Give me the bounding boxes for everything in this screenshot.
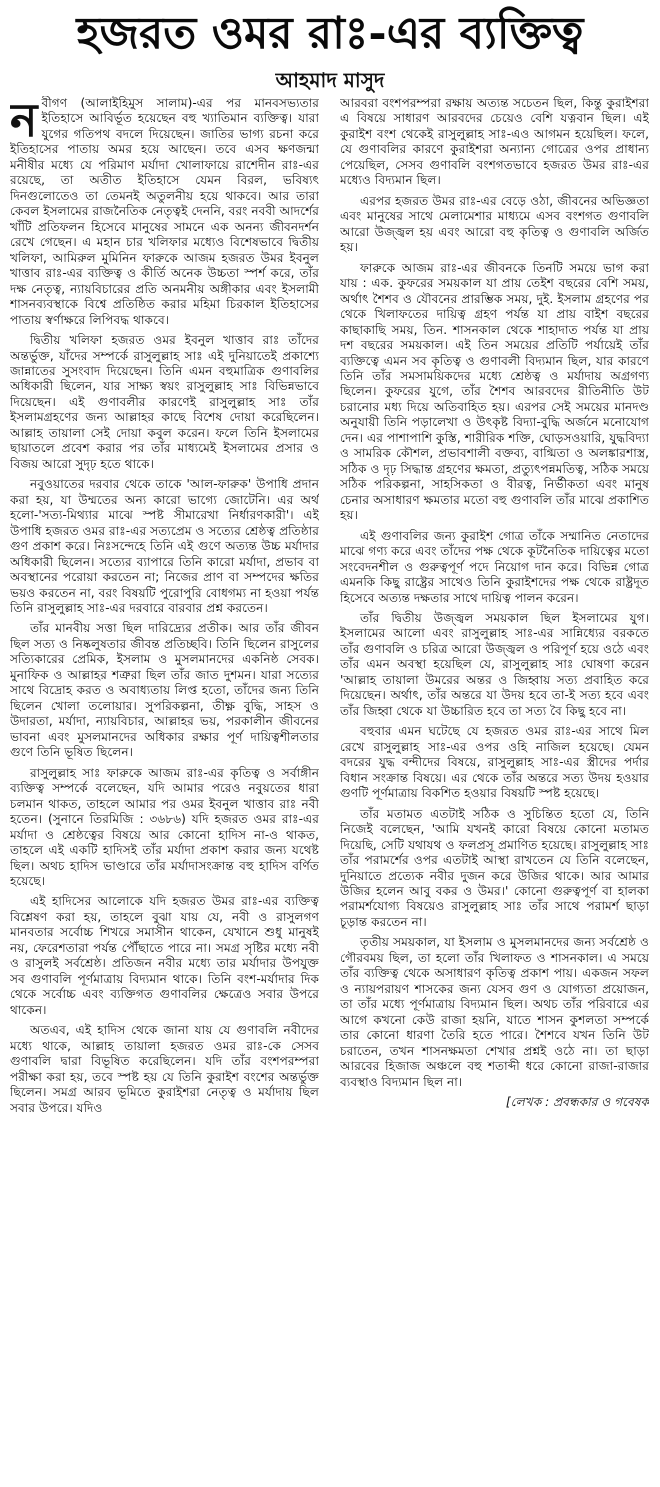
left-column <box>10 96 319 1481</box>
paragraph: ফারুকে আজম রাঃ-এর জীবনকে তিনটি সময়ে ভাগ করা যায় : এক. কুফরের সময়কাল যা প্রায় তেইশ বছরের বেশি সময়, অর্থাৎ শৈশব ও যৌবনের প্রারম্ভিক সময়, দুই. ইসলাম গ্রহণের পর থেকে খিলাফতের দায়িত্ব গ্রহণ পর্যন্ত যা প্রায় বাইশ বছরের কাছাকাছি সময়, তিন. শাসনকাল থেকে শাহাদাত পর্যন্ত যা প্রায় দশ বছরের সময়কাল। এই তিন সময়ের প্রতিটি পর্যায়েই তাঁর ব্যক্তিত্বে এমন সব কৃতিত্ব ও গুণাবলী বিদ্যমান ছিল, যার কারণে তিনি তাঁর সমসাময়িকদের মধ্যে শ্রেষ্ঠত্ব ও মর্যাদায় অগ্রগণ্য ছিলেন। কুফরের যুগে, তাঁর শৈশব আরবদের রীতিনীতি উট চরানোর মধ্য দিয়ে অতিবাহিত হয়। এরপর সেই সময়ের মানদণ্ড অনুযায়ী তিনি পড়ালেখা ও উৎকৃষ্ট বিদ্যা-বুদ্ধি অর্জনে মনোযোগ দেন। এর পাশাপাশি কুস্তি, শারীরিক শক্তি, ঘোড়সওয়ারি, যুদ্ধবিদ্যা ও সামরিক কৌশল, প্রভাবশালী বক্তব্য, বাগ্মিতা ও অলঙ্কারশাস্ত্র, সঠিক ও দৃঢ় সিদ্ধান্ত গ্রহণের ক্ষমতা, প্রত্যুৎপন্নমতিত্ব, সঠিক সময়ে সঠিক পরিকল্পনা, সাহসিকতা ও বীরত্ব, নির্ভীকতা এবং মানুষ চেনার অসাধারণ ক্ষমতার মতো বহু গুণাবলি তাঁর মাঝে প্রকাশিত হয়। <box>340 260 649 523</box>
paragraph: তাঁর মানবীয় সত্তা ছিল দারিদ্র্যের প্রতীক। আর তাঁর জীবন ছিল সত্য ও নিষ্কলুষতার জীবন্ত প্রতিচ্ছবি। তিনি ছিলেন রাসুলের সত্যিকারের প্রেমিক, ইসলাম ও মুসলমানদের একনিষ্ঠ সেবক। মুনাফিক ও আল্লাহর শত্রুরা ছিল তাঁর জাত দুশমন। যারা সত্যের সাথে বিদ্রোহ করত ও অবাধ্যতায় লিপ্ত হতো, তাঁদের জন্য তিনি ছিলেন খোলা তলোয়ার। সুপরিকল্পনা, তীক্ষ্ণ বুদ্ধি, সাহস ও উদারতা, মর্যাদা, ন্যায়বিচার, আল্লাহর ভয়, পরকালীন জীবনের ভাবনা এবং মুসলমানদের অধিকার রক্ষার পূর্ণ দায়িত্বশীলতার গুণে তিনি ভূষিত ছিলেন। <box>10 621 319 760</box>
paragraph: নবুওয়াতের দরবার থেকে তাকে 'আল-ফারুক' উপাধি প্রদান করা হয়, যা উম্মতের অন্য কারো ভাগ্যে জোটেনি। এর অর্থ হলো-'সত্য-মিথ্যার মাঝে স্পষ্ট সীমারেখা নির্ধারণকারী'। এই উপাধি হজরত ওমর রাঃ-এর সত্যপ্রেম ও সত্যের শ্রেষ্ঠত্ব প্রতিষ্ঠার গুণ প্রকাশ করে। নিঃসন্দেহে তিনি এই গুণে অত্যন্ত উচ্চ মর্যাদার অধিকারী ছিলেন। সত্যের ব্যাপারে তিনি কারো মর্যাদা, প্রভাব বা অবস্থানের পরোয়া করতেন না; নিজের প্রাণ বা সম্পদের ক্ষতির ভয়ও করতেন না, বরং বিষয়টি পুরোপুরি বোধগম্য না হওয়া পর্যন্ত তিনি রাসুলুল্লাহ সাঃ-এর দরবারে বারবার প্রশ্ন করতেন। <box>10 477 319 615</box>
paragraph: তাঁর মতামত এতটাই সঠিক ও সুচিন্তিত হতো যে, তিনি নিজেই বলেছেন, 'আমি যখনই কারো বিষয়ে কোনো মতামত দিয়েছি, সেটি যথাযথ ও ফলপ্রসূ প্রমাণিত হয়েছে। রাসুলুল্লাহ সাঃ তাঁর পরামর্শের ওপর এতটাই আস্থা রাখতেন যে তিনি বলেছেন, দুনিয়াতে প্রত্যেক নবীর দুজন করে উজির থাকে। আর আমার উজির হলেন আবু বকর ও উমর।' কোনো গুরুত্বপূর্ণ বা হালকা পরামর্শযোগ্য বিষয়েও রাসুলুল্লাহ সাঃ তাঁর সাথে পরামর্শ ছাড়া চূড়ান্ত করতেন না। <box>340 806 649 929</box>
paragraph: এই হাদিসের আলোকে যদি হজরত উমর রাঃ-এর ব্যক্তিত্ব বিশ্লেষণ করা হয়, তাহলে বুঝা যায় যে, নবী ও রাসুলগণ মানবতার সর্বোচ্চ শিখরে সমাসীন থাকেন, যেখানে শুধু মানুষই নয়, ফেরেশতারা পর্যন্ত পৌঁছাতে পারে না। সমগ্র সৃষ্টির মধ্যে নবী ও রাসুলই সর্বশ্রেষ্ঠ। প্রতিজন নবীর মধ্যে তার মর্যাদার উপযুক্ত সব গুণাবলি পূর্ণমাত্রায় বিদ্যমান থাকে। তিনি বংশ-মর্যাদার দিক থেকে সর্বোচ্চ এবং ব্যক্তিগত গুণাবলির ক্ষেত্রেও সবার উপরে থাকেন। <box>10 894 319 1017</box>
drop-cap: ন <box>10 96 38 147</box>
author-credit: [লেখক : প্রবন্ধকার ও গবেষক <box>505 1095 649 1110</box>
paragraph: আরবরা বংশপরম্পরা রক্ষায় অত্যন্ত সচেতন ছিল, কিন্তু কুরাইশরা এ বিষয়ে সাধারণ আরবদের চেয়েও বেশি যত্নবান ছিল। এই কুরাইশ বংশ থেকেই রাসুলুল্লাহ সাঃ-এও আগমন হয়েছিল। ফলে, যে গুণাবলির কারণে কুরাইশরা অন্যান্য গোত্রের ওপর প্রাধান্য পেয়েছিল, সেসব গুণাবলি বংশগতভাবে হজরত উমর রাঃ-এর মধ্যেও বিদ্যমান ছিল। <box>340 96 649 188</box>
right-column <box>340 96 649 1481</box>
article-title: হজরত ওমর রাঃ-এর ব্যক্তিত্ব <box>76 8 584 59</box>
paragraph: তাঁর দ্বিতীয় উজ্জ্বল সময়কাল ছিল ইসলামের যুগ। ইসলামের আলো এবং রাসুলুল্লাহ সাঃ-এর সান্নিধ্যের বরকতে তাঁর গুণাবলি ও চরিত্র আরো উজ্জ্বল ও পরিপূর্ণ হয়ে ওঠে এবং তাঁর এমন অবস্থা হয়েছিল যে, রাসুলুল্লাহ সাঃ ঘোষণা করেন 'আল্লাহ তায়ালা উমরের অন্তর ও জিহ্বায় সত্য প্রবাহিত করে দিয়েছেন। অর্থাৎ, তাঁর অন্তরে যা উদয় হবে তা-ই সত্য হবে এবং তাঁর জিহ্বা থেকে যা উচ্চারিত হবে তা সত্য বৈ কিছু হবে না। <box>340 611 649 718</box>
paragraph: এই গুণাবলির জন্য কুরাইশ গোত্র তাঁকে সম্মানিত নেতাদের মাঝে গণ্য করে এবং তাঁদের পক্ষ থেকে কূটনৈতিক দায়িত্বের মতো সংবেদনশীল ও গুরুত্বপূর্ণ পদে নিয়োগ দান করে। বিভিন্ন গোত্র এমনকি কিছু রাষ্ট্রের সাথেও তিনি কুরাইশদের পক্ষ থেকে রাষ্ট্রদূত হিসেবে অত্যন্ত দক্ষতার সাথে দায়িত্ব পালন করেন। <box>340 528 649 605</box>
paragraph <box>10 96 319 328</box>
paragraph: তৃতীয় সময়কাল, যা ইসলাম ও মুসলমানদের জন্য সর্বশ্রেষ্ঠ ও গৌরবময় ছিল, তা হলো তাঁর খিলাফত ও শাসনকাল। এ সময়ে তাঁর ব্যক্তিত্ব থেকে অসাধারণ কৃতিত্ব প্রকাশ পায়। একজন সফল ও ন্যায়পরায়ণ শাসকের জন্য যেসব গুণ ও যোগ্যতা প্রয়োজন, তা তাঁর মধ্যে পূর্ণমাত্রায় বিদ্যমান ছিল। অথচ তাঁর পরিবারে এর আগে কখনো কেউ রাজা হয়নি, যাতে শাসন কুশলতা সম্পর্কে তার কোনো ধারণা তৈরি হতে পারে। শৈশবে যখন তিনি উট চরাতেন, তখন শাসনক্ষমতা শেখার প্রশ্নই ওঠে না। তা ছাড়া আরবের হিজাজ অঞ্চলে বহু শতাব্দী ধরে কোনো রাজা-রাজার ব্যবস্থাও বিদ্যমান ছিল না। <box>340 935 649 1089</box>
paragraph: রাসুলুল্লাহ সাঃ ফারুকে আজম রাঃ-এর কৃতিত্ব ও সর্বাঙ্গীন ব্যক্তিত্ব সম্পর্কে বলেছেন, যদি আমার পরেও নবুয়তের ধারা চলমান থাকত, তাহলে আমার পর ওমর ইবনুল খাত্তাব রাঃ নবী হতেন। (সুনানে তিরমিজি : ৩৬৮৬) যদি হজরত ওমর রাঃ-এর মর্যাদা ও শ্রেষ্ঠত্বের বিষয়ে আর কোনো হাদিস না-ও থাকত, তাহলে এই একটি হাদিসই তাঁর মর্যাদা প্রকাশ করার জন্য যথেষ্ট ছিল। অথচ হাদিস ভাণ্ডারে তাঁর মর্যাদাসংক্রান্ত বহু হাদিস বর্ণিত হয়েছে। <box>10 765 319 888</box>
paragraph: বহুবার এমন ঘটেছে যে হজরত ওমর রাঃ-এর সাথে মিল রেখে রাসুলুল্লাহ সাঃ-এর ওপর ওহি নাজিল হয়েছে। যেমন বদরের যুদ্ধ বন্দীদের বিষয়ে, রাসুলুল্লাহ সাঃ-এর স্ত্রীদের পর্দার বিধান সংক্রান্ত বিষয়ে। এর থেকে তাঁর অন্তরে সত্য উদয় হওয়ার গুণটি পূর্ণমাত্রায় বিকশিত হওয়ার বিষয়টি স্পষ্ট হয়েছে। <box>340 724 649 801</box>
paragraph: দ্বিতীয় খলিফা হজরত ওমর ইবনুল খাত্তাব রাঃ তাঁদের অন্তর্ভুক্ত, যাঁদের সম্পর্কে রাসুলুল্লাহ সাঃ এই দুনিয়াতেই প্রকাশ্যে জান্নাতের সুসংবাদ দিয়েছেন। তিনি এমন বহুমাত্রিক গুণাবলির অধিকারী ছিলেন, যার সাক্ষ্য স্বয়ং রাসুলুল্লাহ সাঃ বিভিন্নভাবে দিয়েছেন। এই গুণাবলীর কারণেই রাসুলুল্লাহ সাঃ তাঁর ইসলামগ্রহণের জন্য আল্লাহর কাছে বিশেষ দোয়া করেছিলেন। আল্লাহ তায়ালা সেই দোয়া কবুল করেন। ফলে তিনি ইসলামের ছায়াতলে প্রবেশ করার পর তাঁর মাধ্যমেই ইসলামের প্রসার ও বিজয় আরো সুদৃঢ় হতে থাকে। <box>10 333 319 471</box>
paragraph: অতএব, এই হাদিস থেকে জানা যায় যে গুণাবলি নবীদের মধ্যে থাকে, আল্লাহ তায়ালা হজরত ওমর রাঃ-কে সেসব গুণাবলি দ্বারা বিভূষিত করেছিলেন। যদি তাঁর বংশপরম্পরা পরীক্ষা করা হয়, তবে স্পষ্ট হয় যে তিনি কুরাইশ বংশের অন্তর্ভুক্ত ছিলেন। সমগ্র আরব ভূমিতে কুরাইশরা নেতৃত্ব ও মর্যাদায় ছিল সবার উপরে। যদিও <box>10 1023 319 1115</box>
paragraph-text: বীগণ (আলাইহিমুস সালাম)-এর পর মানবসভ্যতার ইতিহাসে আবির্ভূত হয়েছেন বহু খ্যাতিমান ব্যক্তিত্ব। যারা যুগের গতিপথ বদলে দিয়েছেন। জাতির ভাগ্য রচনা করে ইতিহাসের পাতায় অমর হয়ে আছেন। তবে এসব ক্ষণজন্মা মনীষীর মধ্যে যে পরিমাণ মর্যাদা খোলাফায়ে রাশেদীন রাঃ-এর রয়েছে, তা অতীত ইতিহাসে যেমন বিরল, ভবিষ্যৎ দিনগুলোতেও তা তেমনই অতুলনীয় হয়ে থাকবে। আর তারা কেবল ইসলামের রাজনৈতিক নেতৃত্বই দেননি, বরং নববী আদর্শের খাঁটি প্রতিফলন হিসেবে মানুষের সামনে এক অনন্য জীবনদর্শন রেখে গেছেন। এ মহান চার খলিফার মধ্যেও বিশেষভাবে দ্বিতীয় খলিফা, আমিরুল মুমিনিন ফারুকে আজম হজরত উমর ইবনুল খাত্তাব রাঃ-এর ব্যক্তিত্ব ও কীর্তি অনেক উচ্চতা স্পর্শ করে, তাঁর দক্ষ নেতৃত্ব, ন্যায়বিচারের প্রতি অনমনীয় অঙ্গীকার এবং ইসলামী শাসনব্যবস্থাকে বিশ্বে প্রতিষ্ঠিত করার মহিমা চিরকাল ইতিহাসের পাতায় স্বর্ণাক্ষরে লিপিবদ্ধ থাকবে। <box>10 96 319 327</box>
paragraph: এরপর হজরত উমর রাঃ-এর বেড়ে ওঠা, জীবনের অভিজ্ঞতা এবং মানুষের সাথে মেলামেশার মাধ্যমে এসব বংশগত গুণাবলি আরো উজ্জ্বল হয় এবং আরো বহু কৃতিত্ব ও গুণাবলি অর্জিত হয়। <box>340 193 649 255</box>
author-byline: আহমাদ মাসুদ <box>275 68 385 92</box>
